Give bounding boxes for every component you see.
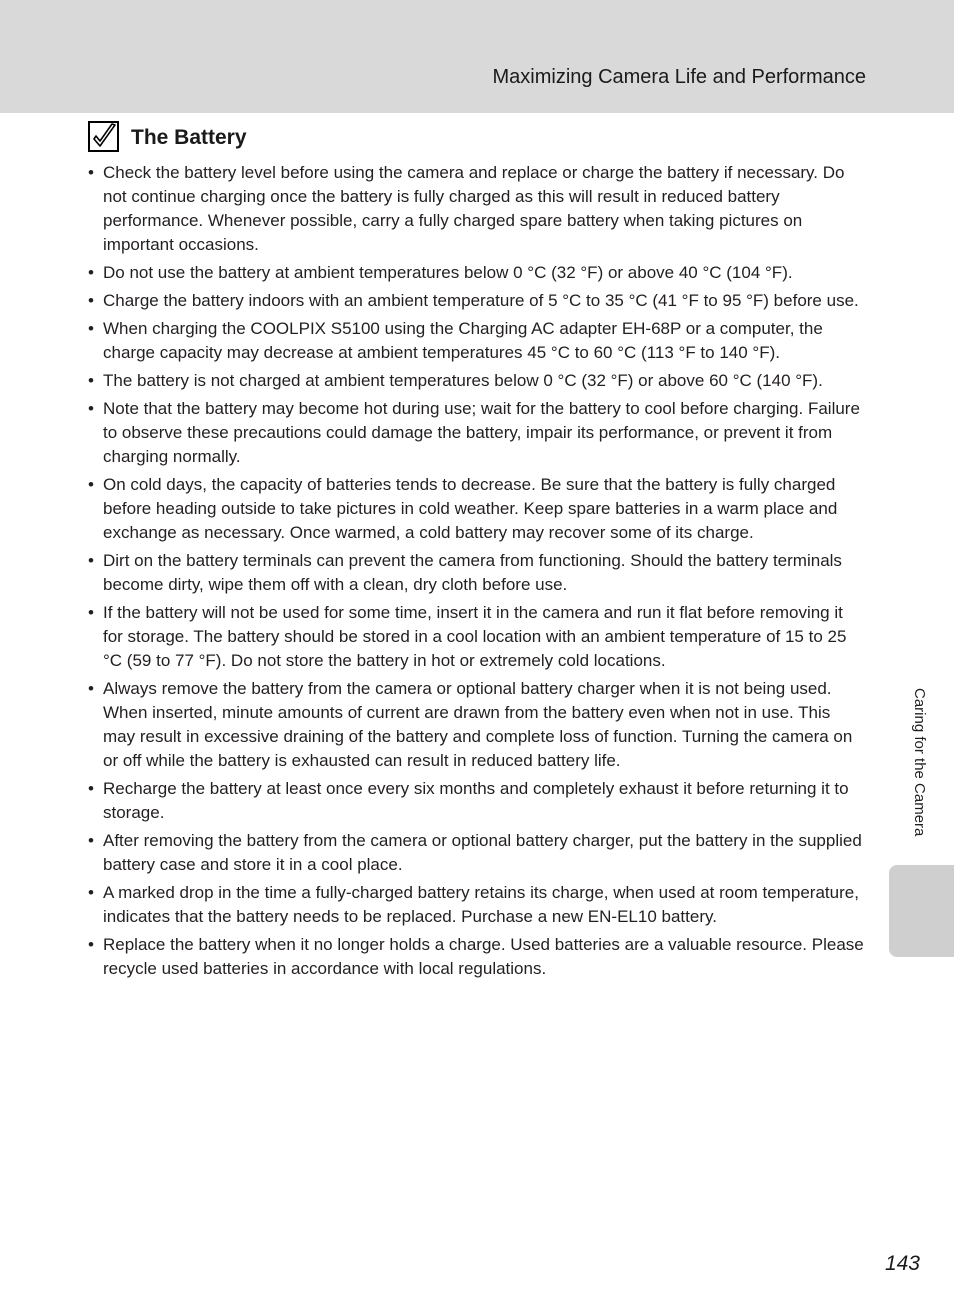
bullet-icon: • bbox=[88, 779, 94, 798]
list-item-text: On cold days, the capacity of batteries tends to decrease. Be sure that the battery is fully charged before heading outside to take pictures in cold weather. Keep spare batteries in a warm place and exchange as necessary. Once warmed, a cold battery may recover some of its charge. bbox=[103, 475, 838, 542]
list-item-text: Always remove the battery from the camera or optional battery charger when it is not being used. When inserted, minute amounts of current are drawn from the battery even when not in use. This may result in excessive draining of the battery and complete loss of function. Turning the camera on or off while the battery is exhausted can result in reduced battery life. bbox=[103, 679, 853, 770]
list-item bbox=[88, 317, 866, 365]
list-item bbox=[88, 549, 866, 597]
running-header-title: Maximizing Camera Life and Performance bbox=[492, 66, 866, 88]
bullet-icon: • bbox=[88, 291, 94, 310]
check-note-icon bbox=[88, 121, 119, 152]
page-number: 143 bbox=[884, 1252, 920, 1275]
list-item-text: If the battery will not be used for some time, insert it in the camera and run it flat before removing it for storage. The battery should be stored in a cool location with an ambient temperature of 15 to 25 °C (59 to 77 °F). Do not store the battery in hot or extremely cold locations. bbox=[103, 603, 847, 670]
list-item bbox=[88, 677, 866, 773]
list-item bbox=[88, 473, 866, 545]
list-item-text: Recharge the battery at least once every six months and completely exhaust it before returning it to storage. bbox=[103, 779, 849, 822]
section-title: The Battery bbox=[131, 125, 247, 149]
bullet-icon: • bbox=[88, 475, 94, 494]
list-item-text: Replace the battery when it no longer holds a charge. Used batteries are a valuable resource. Please recycle used batteries in accordance with local regulations. bbox=[103, 935, 864, 978]
bullet-icon: • bbox=[88, 399, 94, 418]
bullet-icon: • bbox=[88, 371, 94, 390]
list-item bbox=[88, 397, 866, 469]
header-band bbox=[0, 0, 954, 113]
bullet-icon: • bbox=[88, 831, 94, 850]
list-item-text: Charge the battery indoors with an ambient temperature of 5 °C to 35 °C (41 °F to 95 °F) before use. bbox=[103, 291, 859, 310]
list-item bbox=[88, 829, 866, 877]
list-item-text: After removing the battery from the camera or optional battery charger, put the battery in the supplied battery case and store it in a cool place. bbox=[103, 831, 862, 874]
list-item bbox=[88, 881, 866, 929]
bullet-icon: • bbox=[88, 319, 94, 338]
list-item-text: Check the battery level before using the camera and replace or charge the battery if necessary. Do not continue charging once the battery is fully charged as this will result in reduced battery performance. Whenever possible, carry a fully charged spare battery when taking pictures on important occasions. bbox=[103, 163, 845, 254]
list-item-text: Do not use the battery at ambient temperatures below 0 °C (32 °F) or above 40 °C (104 °F). bbox=[103, 263, 793, 282]
list-item-text: The battery is not charged at ambient temperatures below 0 °C (32 °F) or above 60 °C (140 °F). bbox=[103, 371, 823, 390]
list-item bbox=[88, 289, 866, 313]
side-tab bbox=[889, 865, 954, 957]
bullet-icon: • bbox=[88, 551, 94, 570]
list-item bbox=[88, 261, 866, 285]
list-item bbox=[88, 369, 866, 393]
side-tab-label: Caring for the Camera bbox=[911, 688, 928, 837]
bullet-icon: • bbox=[88, 679, 94, 698]
bullet-icon: • bbox=[88, 263, 94, 282]
list-item bbox=[88, 933, 866, 981]
bullet-icon: • bbox=[88, 935, 94, 954]
list-item bbox=[88, 777, 866, 825]
list-item-text: When charging the COOLPIX S5100 using the Charging AC adapter EH-68P or a computer, the charge capacity may decrease at ambient temperatures 45 °C to 60 °C (113 °F to 140 °F). bbox=[103, 319, 823, 362]
bullet-icon: • bbox=[88, 603, 94, 622]
list-item-text: Dirt on the battery terminals can prevent the camera from functioning. Should the battery terminals become dirty, wipe them off with a clean, dry cloth before use. bbox=[103, 551, 842, 594]
list-item-text: A marked drop in the time a fully-charged battery retains its charge, when used at room temperature, indicates that the battery needs to be replaced. Purchase a new EN-EL10 battery. bbox=[103, 883, 859, 926]
list-item bbox=[88, 601, 866, 673]
list-item bbox=[88, 161, 866, 257]
list-item-text: Note that the battery may become hot during use; wait for the battery to cool before charging. Failure to observe these precautions could damage the battery, impair its performance, or prevent it from charging normally. bbox=[103, 399, 860, 466]
bullet-list bbox=[88, 161, 866, 985]
bullet-icon: • bbox=[88, 163, 94, 182]
bullet-icon: • bbox=[88, 883, 94, 902]
section-heading bbox=[88, 121, 247, 152]
